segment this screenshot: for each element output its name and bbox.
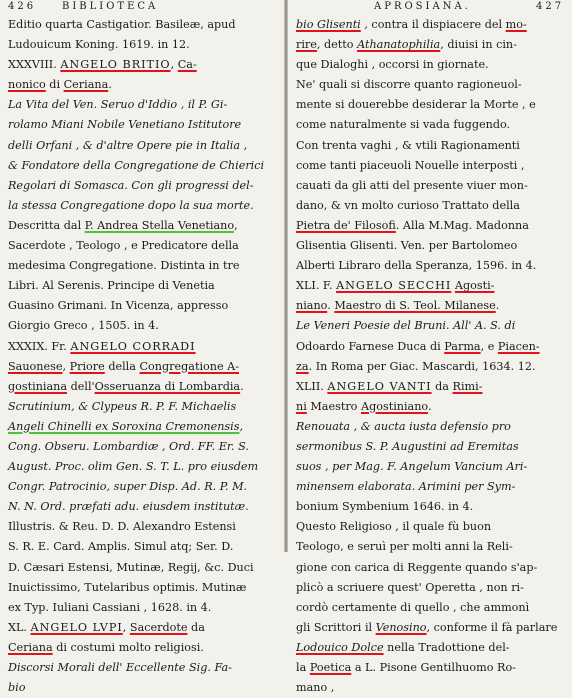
text-run: Questo Religioso , il quale fù buon xyxy=(296,520,492,534)
text-line xyxy=(8,216,278,236)
text-line xyxy=(8,658,278,678)
text-run: da xyxy=(187,620,205,634)
text-run: nella Tradottione del- xyxy=(383,640,510,654)
text-run: Libri. Al Serenis. Principe di Venetia xyxy=(8,279,215,293)
text-line xyxy=(296,578,566,598)
text-run: mente si douerebbe desiderar la Morte , e xyxy=(296,98,536,112)
text-line xyxy=(8,397,278,417)
text-run: D. Cæsari Estensi, Mutinæ, Regij, &c. Duci xyxy=(8,560,254,574)
text-run: cauati da gli atti del presente viuer mon- xyxy=(296,178,528,192)
text-line xyxy=(8,176,278,196)
underlined-term: Sacerdote xyxy=(129,620,188,634)
left-page xyxy=(0,0,284,695)
text-line xyxy=(8,35,278,55)
text-run: , xyxy=(239,419,244,433)
text-run: come naturalmente si vada fuggendo. xyxy=(296,118,511,132)
text-line xyxy=(8,256,278,276)
text-line xyxy=(296,638,566,658)
text-run: , e xyxy=(480,339,498,353)
underlined-term: Ceriana xyxy=(8,640,53,654)
text-line xyxy=(8,477,278,497)
underlined-term: Venosino xyxy=(375,620,427,634)
text-run: Regolari di Somasca. Con gli progressi del- xyxy=(8,178,254,192)
text-line xyxy=(8,578,278,598)
text-run: , contra il dispiacere del xyxy=(360,18,506,31)
left-page-text xyxy=(8,15,278,698)
running-head: APROSIANA. xyxy=(374,1,471,12)
text-run: bonium Symbenium 1646. in 4. xyxy=(296,500,474,514)
text-run: a L. Pisone Gentilhuomo Ro- xyxy=(351,661,516,674)
text-line xyxy=(296,678,566,698)
right-page-text xyxy=(296,15,566,698)
page-number: 426 xyxy=(8,1,37,12)
text-run: Ludouicum Koning. 1619. in 12. xyxy=(8,38,190,52)
underlined-term: Ca- xyxy=(177,58,197,72)
text-run: di xyxy=(45,78,64,92)
text-run: Congr. Patrocinio, super Disp. Ad. R. P. M. xyxy=(8,480,248,494)
underlined-term: Sauonese xyxy=(8,359,63,373)
text-line xyxy=(296,35,566,55)
text-run: . xyxy=(240,379,244,393)
text-run: gione con carica di Reggente quando s'ap- xyxy=(296,560,538,574)
text-run: . xyxy=(427,399,432,413)
underlined-term: Pietra de' Filosofi xyxy=(296,218,396,232)
underlined-term: gostiniana xyxy=(8,379,68,393)
text-run: N. N. Ord. præfati adu. eiusdem institutæ. xyxy=(8,500,249,514)
underlined-term: ni xyxy=(296,399,307,413)
text-run: sermonibus S. P. Augustini ad Eremitas xyxy=(296,439,519,453)
text-line xyxy=(8,316,278,336)
text-line xyxy=(8,95,278,115)
text-run: Alberti Libraro della Speranza, 1596. in 4. xyxy=(296,259,537,273)
underlined-term: Rimi- xyxy=(452,379,483,393)
underlined-term: niano xyxy=(296,299,328,313)
text-line xyxy=(296,95,566,115)
text-run: , xyxy=(170,58,178,72)
text-run: di costumi molto religiosi. xyxy=(52,640,204,654)
text-line xyxy=(8,437,278,457)
text-line xyxy=(296,136,566,156)
underlined-term: Osseruanza di Lombardia xyxy=(94,379,241,393)
text-line xyxy=(296,296,566,316)
text-run: August. Proc. olim Gen. S. T. L. pro eiusdem xyxy=(8,460,259,474)
underlined-term: mo- xyxy=(505,18,527,31)
text-line xyxy=(8,678,278,698)
text-line xyxy=(8,417,278,437)
running-head: BIBLIOTECA xyxy=(62,1,159,12)
text-line xyxy=(296,216,566,236)
text-run: Renouata , & aucta iusta defensio pro xyxy=(296,419,511,433)
text-line xyxy=(8,156,278,176)
text-run: mano , xyxy=(296,681,335,695)
text-run: XLI. F. xyxy=(296,279,337,293)
text-line xyxy=(296,15,566,35)
underlined-term: Parma xyxy=(444,339,481,353)
text-line xyxy=(8,598,278,618)
text-line xyxy=(296,256,566,276)
text-run: Glisentia Glisenti. Ven. per Bartolomeo xyxy=(296,239,518,253)
text-run: dell' xyxy=(67,379,95,393)
text-line xyxy=(296,156,566,176)
text-run: cordò certamente di quello , che ammonì xyxy=(296,600,530,614)
underlined-term: ANGELO LVPI xyxy=(30,620,123,634)
text-run: , xyxy=(234,218,238,232)
text-line xyxy=(296,377,566,397)
text-run: della xyxy=(104,359,140,373)
underlined-term: Maestro di S. Teol. Milanese xyxy=(334,299,496,313)
text-line xyxy=(296,417,566,437)
text-line xyxy=(8,377,278,397)
underlined-term: za xyxy=(296,359,309,373)
underlined-term: Ceriana xyxy=(63,78,109,92)
text-line xyxy=(296,115,566,135)
underlined-term: Agosti- xyxy=(454,279,495,293)
text-line xyxy=(8,497,278,517)
text-run: Editio quarta Castigatior. Basileæ, apud xyxy=(8,18,236,31)
text-run: rolamo Miani Nobile Venetiano Istitutore xyxy=(8,118,242,132)
text-run: Odoardo Farnese Duca di xyxy=(296,339,445,353)
text-run: medesima Congregatione. Distinta in tre xyxy=(8,259,240,273)
text-run: , xyxy=(62,359,70,373)
text-run: XXXVIII. xyxy=(8,58,61,72)
text-run: Sacerdote , Teologo , e Predicatore della xyxy=(8,239,239,253)
text-run: bio xyxy=(8,681,26,695)
text-line xyxy=(296,337,566,357)
text-line xyxy=(296,558,566,578)
text-line xyxy=(296,176,566,196)
underlined-term: ANGELO BRITIO xyxy=(60,58,171,72)
text-run: que Dialoghi , occorsi in giornate. xyxy=(296,58,489,72)
text-line xyxy=(296,75,566,95)
text-run: , diuisi in cin- xyxy=(440,38,517,52)
text-line xyxy=(8,337,278,357)
text-run: minensem elaborata. Arimini per Sym- xyxy=(296,480,516,494)
text-line xyxy=(296,236,566,256)
text-run: Illustris. & Reu. D. D. Alexandro Estensi xyxy=(8,520,236,534)
text-line xyxy=(296,437,566,457)
text-run: XL. xyxy=(8,620,31,634)
text-line xyxy=(296,618,566,638)
text-run: suos , per Mag. F. Angelum Vancium Ari- xyxy=(296,460,528,474)
text-run: Giorgio Greco , 1505. in 4. xyxy=(8,319,159,333)
text-line xyxy=(296,457,566,477)
text-run: , xyxy=(122,620,130,634)
underlined-term: ANGELO SECCHI xyxy=(336,279,452,293)
underlined-term: Congregatione A- xyxy=(139,359,240,373)
text-run: la stessa Congregatione dopo la sua morte. xyxy=(8,198,254,212)
underlined-term: Angeli Chinelli ex Soroxina Cremonensis xyxy=(8,419,240,433)
text-run: & Fondatore della Congregatione de Chierici xyxy=(8,158,265,172)
text-line xyxy=(8,517,278,537)
text-line xyxy=(8,638,278,658)
underlined-term: ANGELO CORRADI xyxy=(70,339,196,353)
text-line xyxy=(8,75,278,95)
text-run: . Alla M.Mag. Madonna xyxy=(395,218,529,232)
text-line xyxy=(8,457,278,477)
left-page-header xyxy=(0,0,284,14)
text-line xyxy=(8,236,278,256)
text-run: S. R. E. Card. Amplis. Simul atq; Ser. D. xyxy=(8,540,234,554)
text-run: la xyxy=(296,661,310,674)
right-page-header xyxy=(288,0,572,14)
text-run: plicò a scriuere quest' Operetta , non ri- xyxy=(296,580,524,594)
text-line xyxy=(296,357,566,377)
text-run: Guasino Grimani. In Vicenza, appresso xyxy=(8,299,229,313)
text-line xyxy=(296,658,566,678)
text-run: Con trenta vaghi , & vtili Ragionamenti xyxy=(296,138,520,152)
underlined-term: ANGELO VANTI xyxy=(327,379,432,393)
text-line xyxy=(8,196,278,216)
text-run: La Vita del Ven. Seruo d'Iddio , il P. Gi- xyxy=(8,98,228,112)
text-run: XLII. xyxy=(296,379,328,393)
text-run: Discorsi Morali dell' Eccellente Sig. Fa- xyxy=(8,661,232,674)
text-run: Maestro xyxy=(306,399,361,413)
text-run: gli Scrittori il xyxy=(296,620,376,634)
underlined-term: P. Andrea Stella Venetiano xyxy=(84,218,235,232)
underlined-term: Poetica xyxy=(309,661,352,674)
text-line xyxy=(8,15,278,35)
text-line xyxy=(296,497,566,517)
text-run: come tanti piaceuoli Nouelle interposti , xyxy=(296,158,525,172)
underlined-term: Agostiniano xyxy=(360,399,428,413)
text-line xyxy=(8,558,278,578)
underlined-term: Lodouico Dolce xyxy=(296,640,384,654)
text-line xyxy=(8,296,278,316)
text-run: . xyxy=(108,78,112,92)
text-line xyxy=(8,276,278,296)
text-run: XXXIX. Fr. xyxy=(8,339,71,353)
text-run: , conforme il fà parlare xyxy=(426,620,558,634)
text-run: , detto xyxy=(316,38,358,52)
text-run: delli Orfani , & d'altre Opere pie in Italia , xyxy=(8,138,248,152)
text-line xyxy=(8,537,278,557)
text-line xyxy=(296,598,566,618)
text-line xyxy=(296,537,566,557)
text-run: . xyxy=(495,299,500,313)
right-page xyxy=(288,0,572,695)
text-line xyxy=(296,316,566,336)
text-run: Descritta dal xyxy=(8,218,85,232)
text-line xyxy=(296,276,566,296)
text-run: da xyxy=(431,379,453,393)
text-run: Scrutinium, & Clypeus R. P. F. Michaelis xyxy=(8,399,237,413)
text-run: Le Veneri Poesie del Bruni. All' A. S. di xyxy=(296,319,516,333)
text-line xyxy=(296,517,566,537)
text-run: . In Roma per Giac. Mascardi, 1634. 12. xyxy=(308,359,536,373)
underlined-term: nonico xyxy=(8,78,46,92)
text-line xyxy=(8,136,278,156)
text-run: dano, & vn molto curioso Trattato della xyxy=(296,198,520,212)
text-line xyxy=(8,55,278,75)
underlined-term: Priore xyxy=(69,359,105,373)
underlined-term: Piacen- xyxy=(497,339,540,353)
text-line xyxy=(296,397,566,417)
text-run: Cong. Obseru. Lombardiæ , Ord. FF. Er. S. xyxy=(8,439,249,453)
underlined-term: bio Glisenti xyxy=(296,18,361,31)
text-line xyxy=(296,477,566,497)
text-line xyxy=(8,115,278,135)
underlined-term: Athanatophilia xyxy=(357,38,441,52)
text-run: . xyxy=(327,299,335,313)
underlined-term: rire xyxy=(296,38,317,52)
text-run: Inuictissimo, Tutelaribus optimis. Mutinæ xyxy=(8,580,247,594)
text-line xyxy=(296,55,566,75)
text-line xyxy=(296,196,566,216)
text-run: Ne' quali si discorre quanto ragioneuol- xyxy=(296,78,522,92)
text-line xyxy=(8,357,278,377)
text-run: Teologo, e seruì per molti anni la Reli- xyxy=(296,540,513,554)
text-line xyxy=(8,618,278,638)
page-number: 427 xyxy=(536,1,565,12)
text-run: ex Typ. Iuliani Cassiani , 1628. in 4. xyxy=(8,600,212,614)
